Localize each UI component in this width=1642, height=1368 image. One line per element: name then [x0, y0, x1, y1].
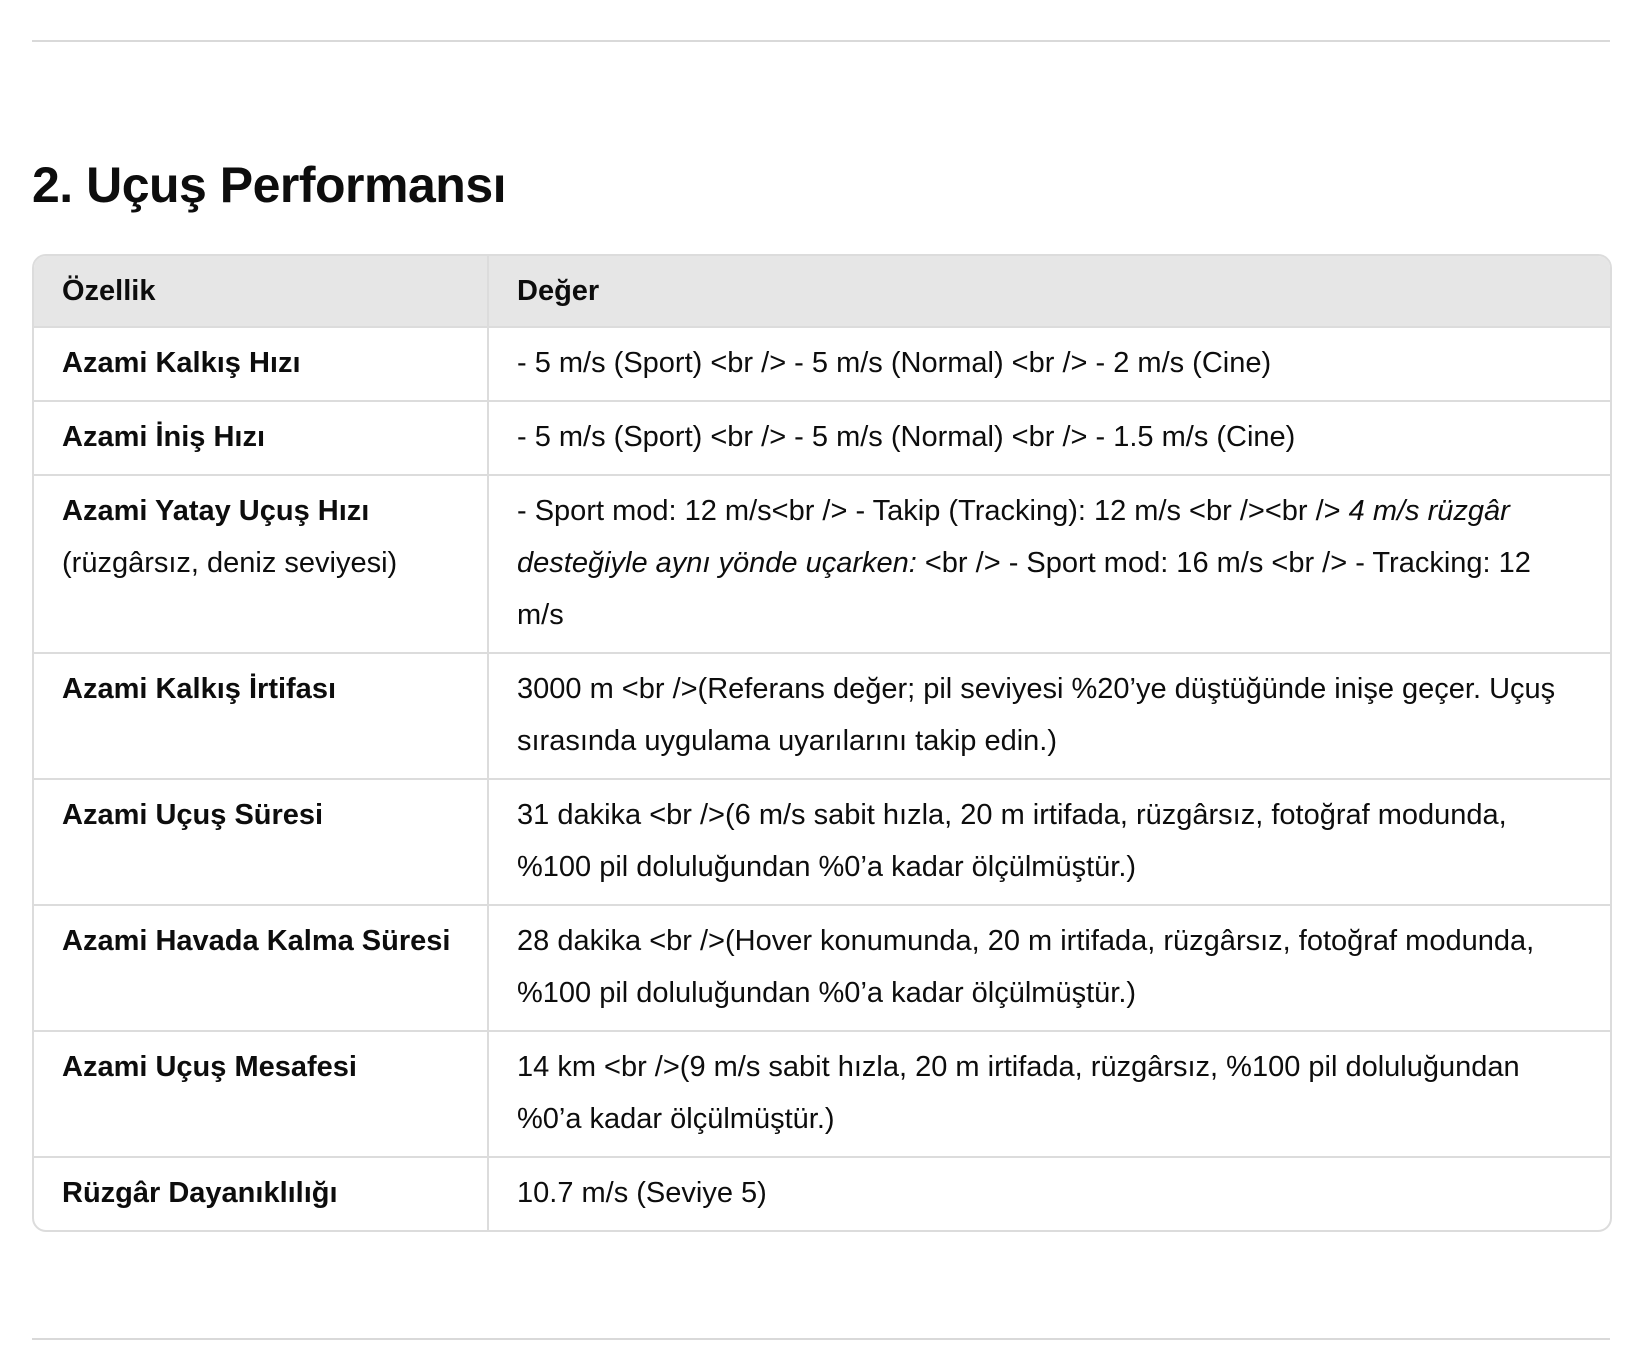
- top-divider: [32, 40, 1610, 42]
- property-name: Azami Havada Kalma Süresi: [62, 925, 451, 957]
- flight-performance-table: [32, 254, 1612, 1232]
- property-cell: [34, 653, 488, 779]
- table-row: [34, 779, 1610, 905]
- property-name: Rüzgâr Dayanıklılığı: [62, 1177, 338, 1209]
- table-row: [34, 905, 1610, 1031]
- property-cell: [34, 1031, 488, 1157]
- table-header-row: [34, 256, 1610, 327]
- value-cell: - 5 m/s (Sport) <br /> - 5 m/s (Normal) <br /> - 2 m/s (Cine): [488, 327, 1610, 401]
- property-name: Azami İniş Hızı: [62, 421, 266, 453]
- value-text: <br /> - Sport mod: 16 m/s <br /> - Tracking: 12 m/s: [517, 547, 1531, 631]
- table-row: [34, 475, 1610, 653]
- value-text: - Sport mod: 12 m/s<br /> - Takip (Tracking): 12 m/s <br /><br />: [517, 495, 1349, 527]
- value-cell: - 5 m/s (Sport) <br /> - 5 m/s (Normal) <br /> - 1.5 m/s (Cine): [488, 401, 1610, 475]
- property-cell: [34, 475, 488, 653]
- value-cell: 3000 m <br />(Referans değer; pil seviyesi %20’ye düştüğünde inişe geçer. Uçuş sırasında uygulama uyarılarını takip edin.): [488, 653, 1610, 779]
- property-name: Azami Uçuş Mesafesi: [62, 1051, 357, 1083]
- value-cell: 14 km <br />(9 m/s sabit hızla, 20 m irtifada, rüzgârsız, %100 pil doluluğundan %0’a kadar ölçülmüştür.): [488, 1031, 1610, 1157]
- property-name: Azami Kalkış İrtifası: [62, 673, 336, 705]
- value-emphasis: 4 m/s rüzgâr desteğiyle aynı yönde uçarken:: [517, 495, 1510, 579]
- property-note: (rüzgârsız, deniz seviyesi): [62, 547, 398, 579]
- property-cell: [34, 1157, 488, 1230]
- section-title: 2. Uçuş Performansı: [32, 157, 507, 213]
- value-cell: 28 dakika <br />(Hover konumunda, 20 m irtifada, rüzgârsız, fotoğraf modunda, %100 pil doluluğundan %0’a kadar ölçülmüştür.): [488, 905, 1610, 1031]
- table-row: [34, 653, 1610, 779]
- table-row: [34, 327, 1610, 401]
- property-cell: [34, 905, 488, 1031]
- header-property: Özellik: [34, 256, 488, 327]
- value-cell: 10.7 m/s (Seviye 5): [517, 1177, 767, 1209]
- property-cell: [34, 327, 488, 401]
- value-cell: [488, 475, 1610, 653]
- property-name: Azami Kalkış Hızı: [62, 347, 301, 379]
- table-row: [34, 1157, 1610, 1230]
- header-value: Değer: [488, 256, 1610, 327]
- property-cell: [34, 779, 488, 905]
- property-name: Azami Uçuş Süresi: [62, 799, 324, 831]
- property-cell: [34, 401, 488, 475]
- value-cell: 31 dakika <br />(6 m/s sabit hızla, 20 m irtifada, rüzgârsız, fotoğraf modunda, %100 pil doluluğundan %0’a kadar ölçülmüştür.): [488, 779, 1610, 905]
- property-name: Azami Yatay Uçuş Hızı: [62, 495, 370, 527]
- table-row: [34, 401, 1610, 475]
- table-row: [34, 1031, 1610, 1157]
- bottom-divider: [32, 1338, 1610, 1340]
